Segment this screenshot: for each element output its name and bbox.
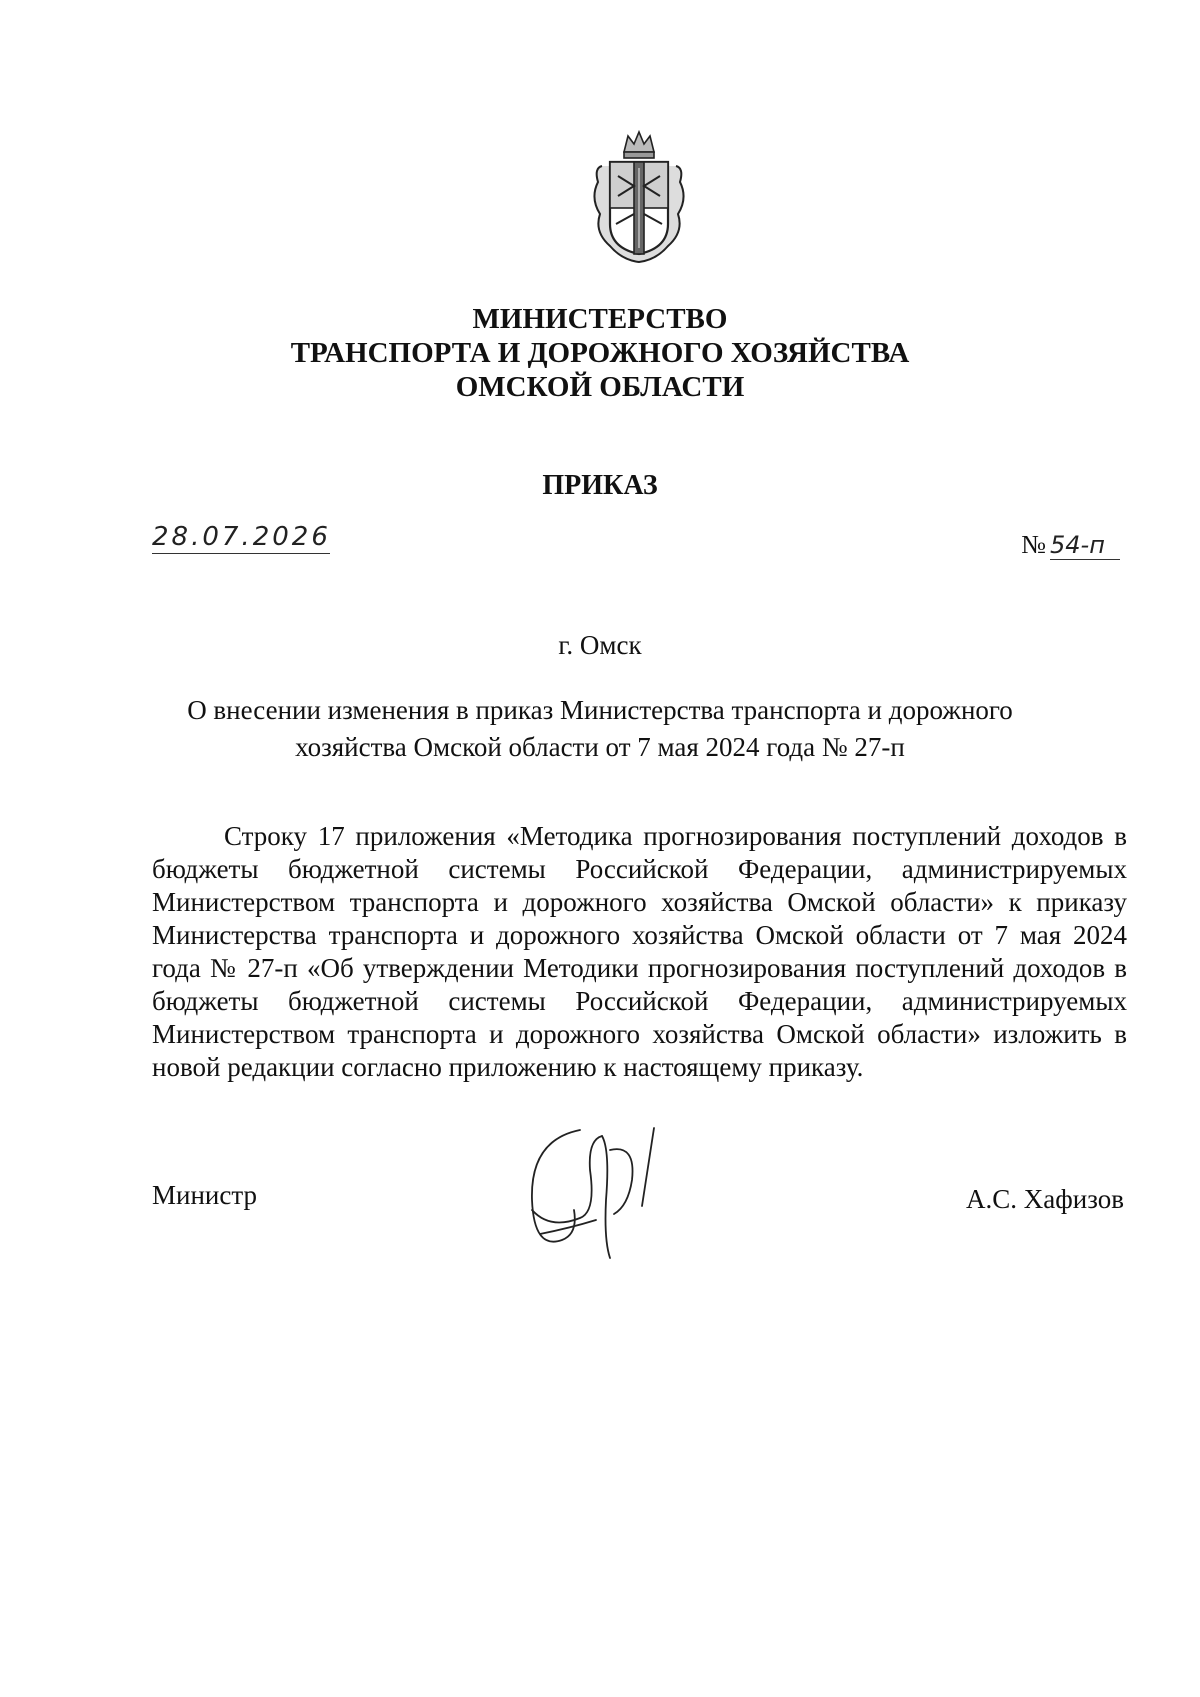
order-subject — [0, 692, 1200, 766]
order-body — [152, 820, 1127, 1084]
document-type: ПРИКАЗ — [542, 470, 658, 501]
order-number-prefix: № — [1021, 530, 1046, 559]
order-number — [1021, 530, 1120, 560]
order-subject-line1: О внесении изменения в приказ Министерства транспорта и дорожного — [187, 695, 1013, 725]
order-body-paragraph: Строку 17 приложения «Методика прогнозирования поступлений доходов в бюджеты бюджетной системы Российской Федерации, администрируемых Министерством транспорта и дорожного хозяйства Омской области» к приказу Министерства транспорта и дорожного хозяйства Омской области от 7 мая 2024 года № 27-п «Об утверждении Методики прогнозирования поступлений доходов в бюджеты бюджетной системы Российской Федерации, администрируемых Министерством транспорта и дорожного хозяйства Омской области» изложить в новой редакции согласно приложению к настоящему приказу. — [152, 821, 1127, 1082]
order-number-value: 54-п — [1050, 531, 1120, 560]
ministry-name-line2: ТРАНСПОРТА И ДОРОЖНОГО ХОЗЯЙСТВА — [290, 337, 910, 369]
ministry-name — [0, 302, 1200, 404]
order-date: 28.07.2026 — [152, 522, 331, 552]
ministry-name-line3: ОМСКОЙ ОБЛАСТИ — [455, 371, 745, 403]
handwritten-signature — [510, 1110, 690, 1270]
signer-name: А.С. Хафизов — [966, 1184, 1124, 1214]
city: г. Омск — [558, 630, 642, 660]
signer-title: Министр — [152, 1180, 257, 1210]
ministry-name-line1: МИНИСТЕРСТВО — [472, 303, 728, 335]
order-subject-line2: хозяйства Омской области от 7 мая 2024 года № 27-п — [295, 732, 905, 762]
coat-of-arms-icon — [588, 128, 690, 268]
